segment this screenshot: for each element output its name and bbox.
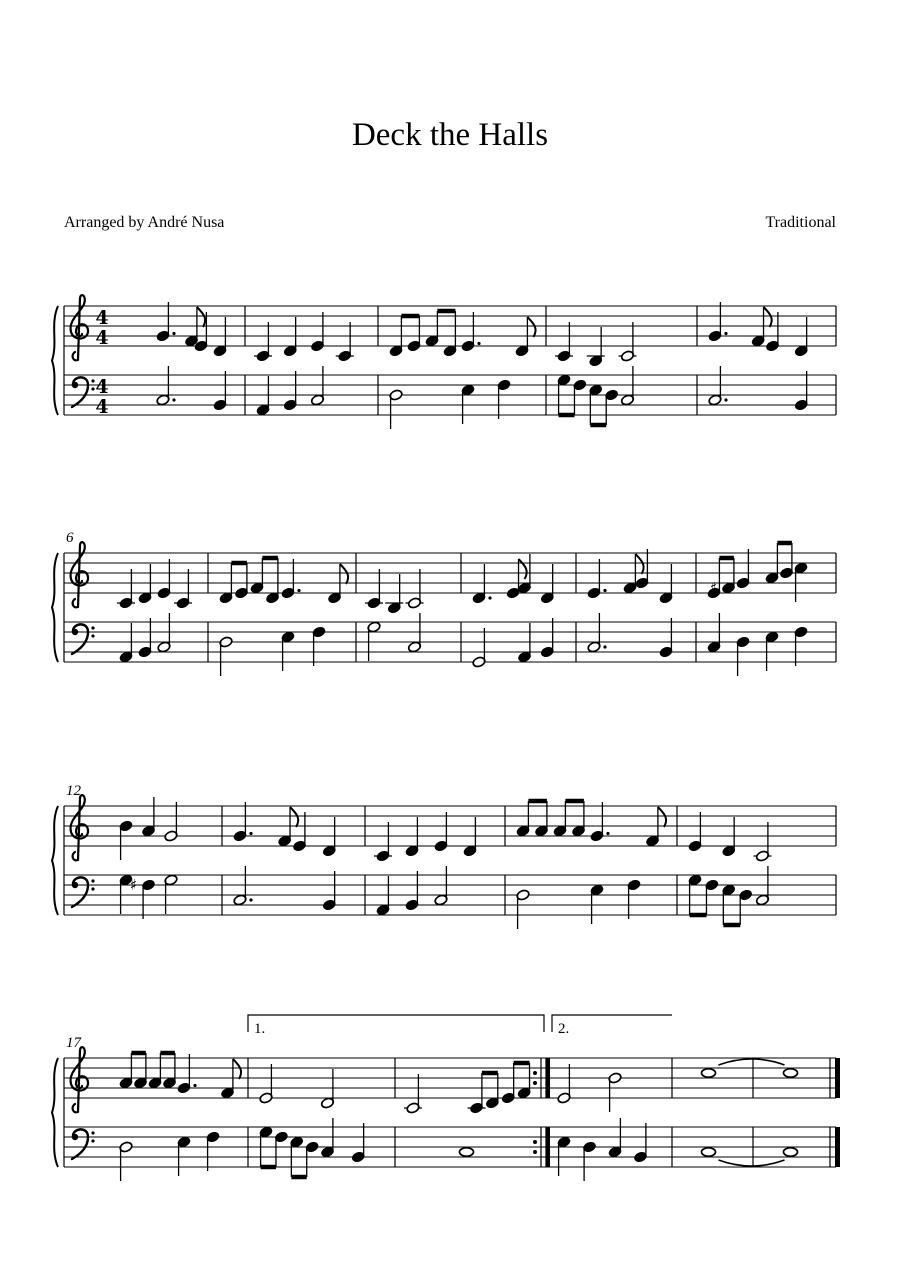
note-flag <box>519 559 527 579</box>
measure-number: 17 <box>66 1035 81 1051</box>
bass-clef-icon <box>91 379 94 382</box>
note-flag <box>527 317 535 337</box>
repeat-dot <box>533 1150 537 1154</box>
note-flag <box>764 307 772 327</box>
tie <box>719 1160 785 1166</box>
augmentation-dot <box>249 832 252 835</box>
augmentation-dot <box>297 589 300 592</box>
augmentation-dot <box>724 398 727 401</box>
staff-brace <box>52 806 58 915</box>
system-1 <box>52 295 836 429</box>
arranger-credit: Arranged by André Nusa <box>64 214 225 231</box>
repeat-barline-thick <box>546 1058 550 1098</box>
staff-brace <box>52 1058 58 1167</box>
time-signature-bottom: 4 <box>95 327 109 349</box>
final-barline <box>835 1058 840 1098</box>
augmentation-dot <box>172 398 175 401</box>
bass-clef-icon <box>91 626 94 629</box>
page-title: Deck the Halls <box>351 117 549 153</box>
notehead <box>702 1148 716 1156</box>
augmentation-dot <box>249 898 252 901</box>
bass-clef-icon <box>72 377 88 407</box>
volta-label-2: 2. <box>558 1021 570 1037</box>
repeat-dot <box>533 1081 537 1085</box>
bass-clef-icon <box>72 629 78 635</box>
augmentation-dot <box>603 645 606 648</box>
note-flag <box>197 307 205 327</box>
augmentation-dot <box>172 332 175 335</box>
measure-number: 6 <box>66 530 74 546</box>
system-4 <box>52 1015 840 1181</box>
treble-clef-icon <box>71 795 88 860</box>
tie <box>719 1059 785 1065</box>
augmentation-dot <box>724 332 727 335</box>
time-signature-top: 4 <box>95 376 109 398</box>
final-barline <box>835 1127 840 1167</box>
bass-clef-icon <box>72 624 88 654</box>
augmentation-dot <box>477 342 480 345</box>
bass-clef-icon <box>91 634 94 637</box>
bass-clef-icon <box>72 877 88 907</box>
volta-bracket-2 <box>552 1015 672 1032</box>
bass-clef-icon <box>91 1139 94 1142</box>
sharp-accidental: ♯ <box>129 876 138 894</box>
system-3 <box>52 783 836 929</box>
repeat-dot <box>533 1071 537 1075</box>
bass-clef-icon <box>91 387 94 390</box>
notehead <box>784 1148 798 1156</box>
time-signature-top: 4 <box>95 307 109 329</box>
repeat-dot <box>533 1140 537 1144</box>
treble-clef-icon <box>71 295 88 360</box>
measure-number: 12 <box>66 783 81 799</box>
note-flag <box>233 1059 241 1079</box>
volta-label-1: 1. <box>254 1021 266 1037</box>
notehead <box>784 1069 798 1077</box>
treble-clef-icon <box>71 542 88 607</box>
bass-clef-icon <box>72 1129 88 1159</box>
note-flag <box>340 564 348 584</box>
note-flag <box>635 554 643 574</box>
notehead <box>702 1069 716 1077</box>
composer-credit: Traditional <box>765 214 836 231</box>
notehead <box>460 1148 474 1156</box>
bass-clef-icon <box>72 1134 78 1140</box>
volta-bracket-1 <box>248 1015 544 1032</box>
staff-brace <box>52 306 58 415</box>
time-signature-bottom: 4 <box>95 396 109 418</box>
bass-clef-icon <box>72 382 78 388</box>
treble-clef-icon <box>71 1047 88 1112</box>
augmentation-dot <box>488 596 491 599</box>
bass-clef-icon <box>72 882 78 888</box>
system-2 <box>52 530 836 676</box>
sharp-accidental: ♯ <box>709 579 718 597</box>
augmentation-dot <box>606 832 609 835</box>
repeat-barline-thick <box>546 1127 550 1167</box>
staff-brace <box>52 553 58 662</box>
bass-clef-icon <box>91 879 94 882</box>
bass-clef-icon <box>91 887 94 890</box>
augmentation-dot <box>603 589 606 592</box>
note-flag <box>290 807 298 827</box>
note-flag <box>658 807 666 827</box>
bass-clef-icon <box>91 1131 94 1134</box>
augmentation-dot <box>193 1084 196 1087</box>
